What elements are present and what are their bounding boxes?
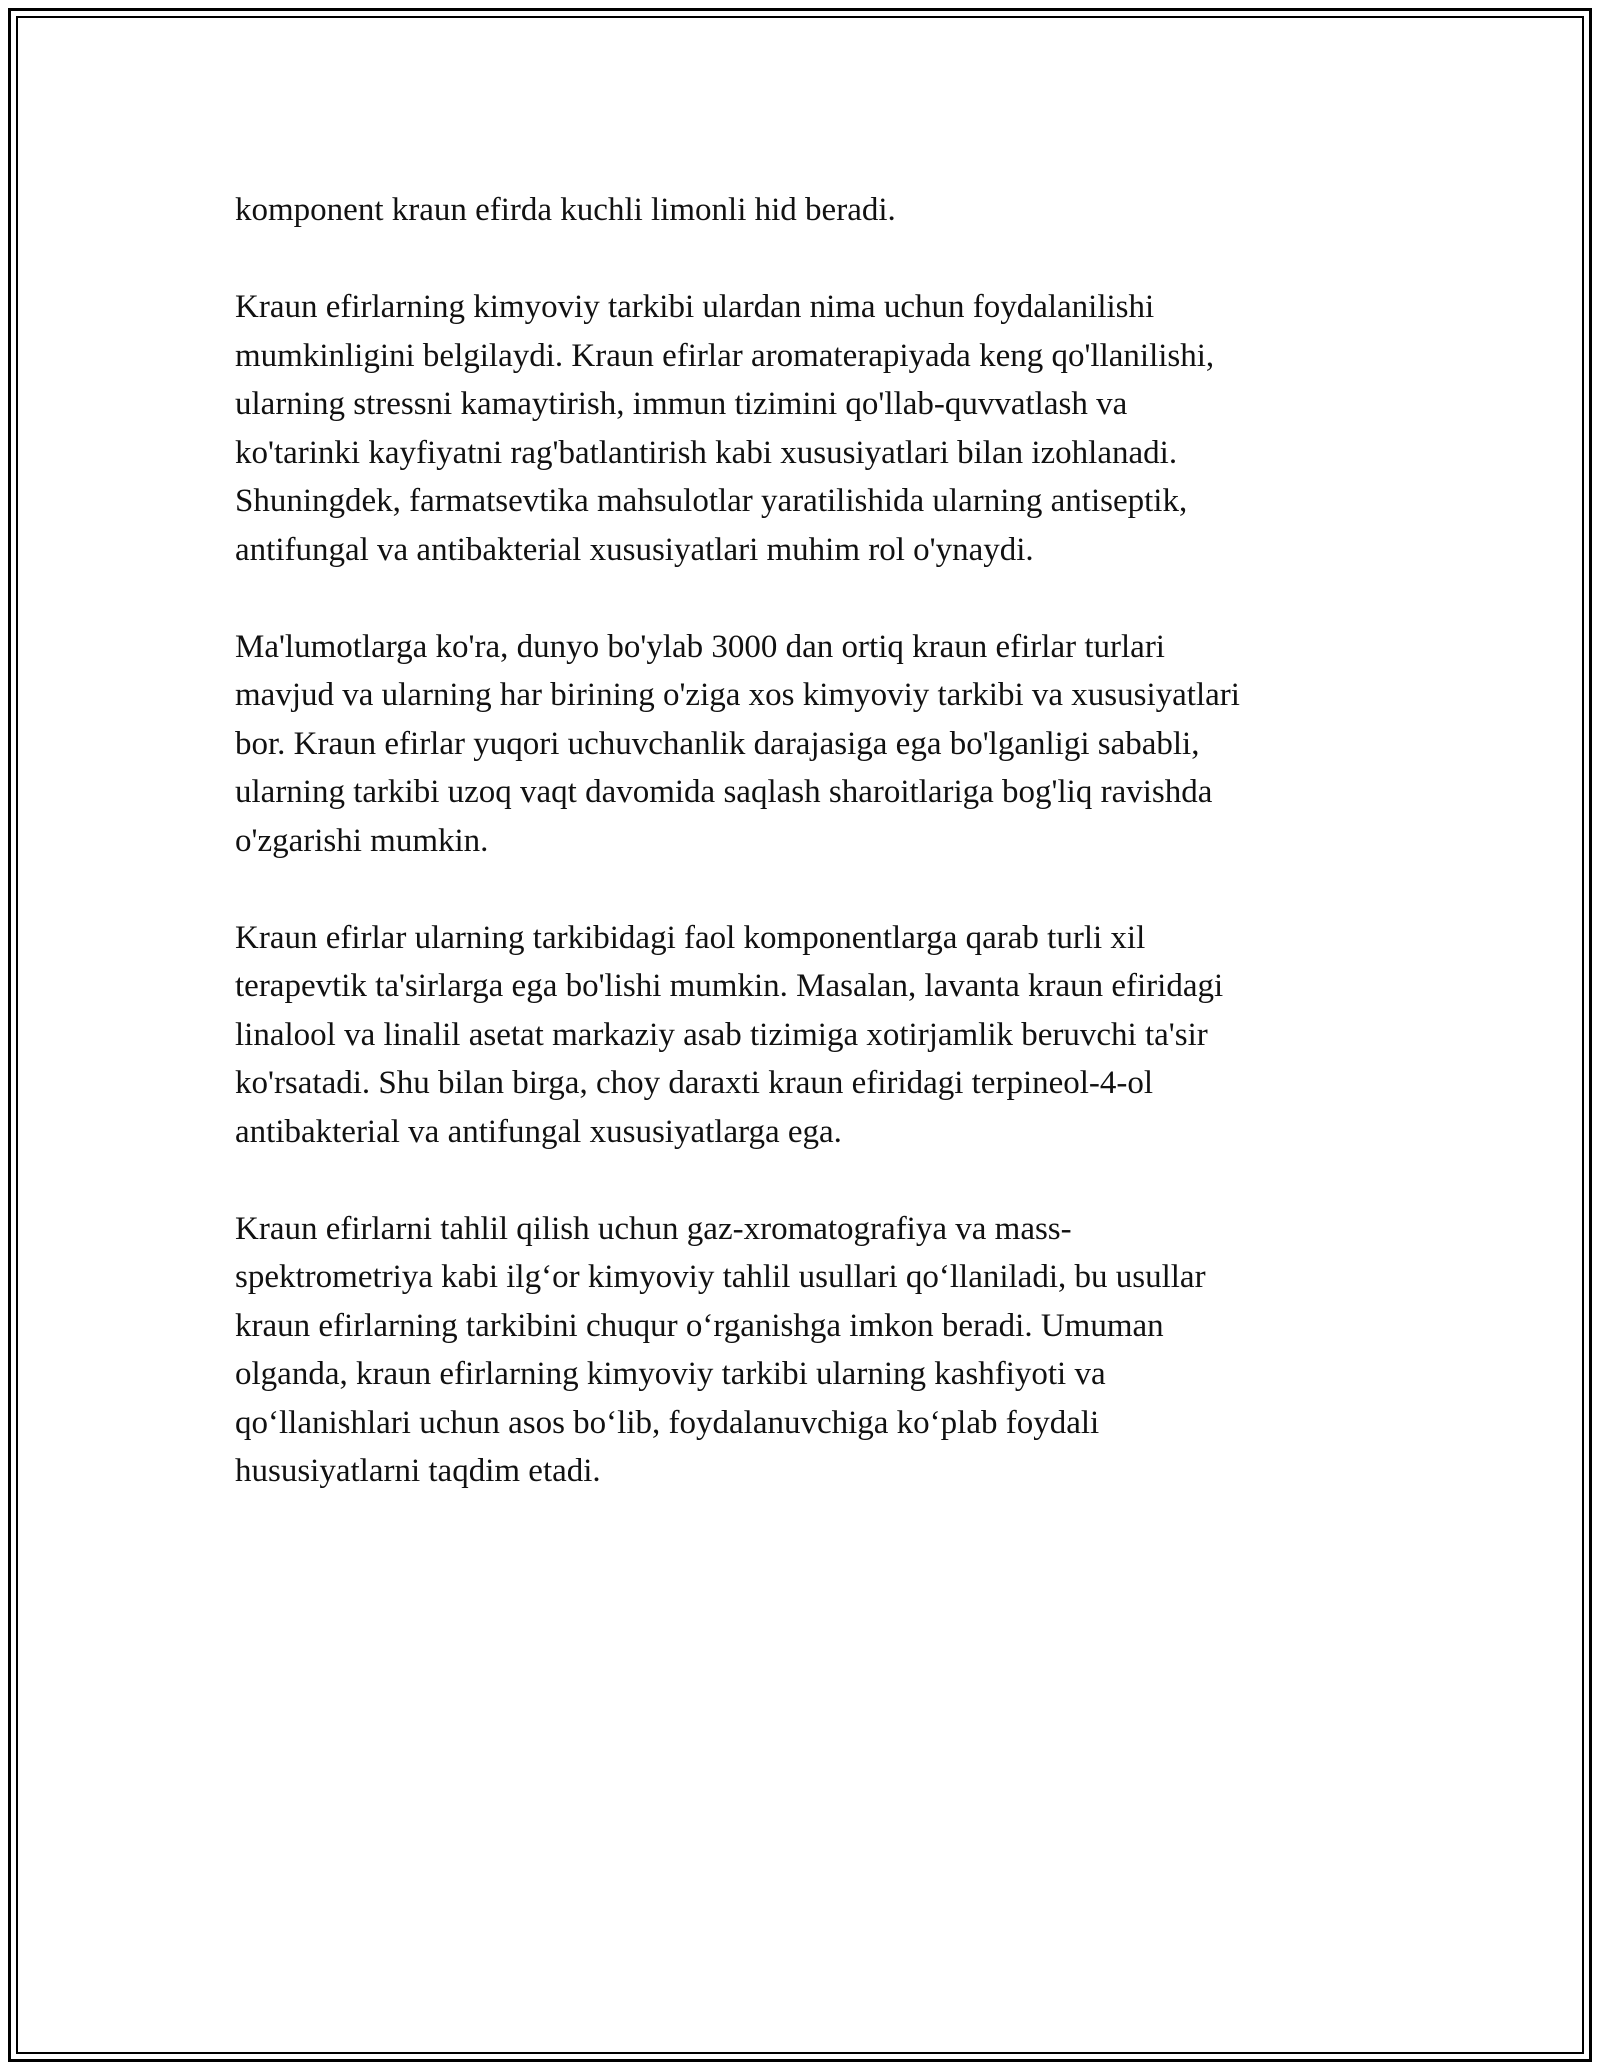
document-body	[235, 186, 1375, 1496]
paragraph: komponent kraun efirda kuchli limonli hid beradi.	[235, 192, 896, 228]
paragraph: Kraun efirlar ularning tarkibidagi faol komponentlarga qarab turli xil terapevtik ta'sirlarga ega bo'lishi mumkin. Masalan, lavanta kraun efiridagi linalool va linalil asetat markaziy asab tizimiga xotirjamlik beruvchi ta'sir ko'rsatadi. Shu bilan birga, choy daraxti kraun efiridagi terpineol-4-ol antibakterial va antifungal xususiyatlarga ega.	[235, 919, 1224, 1150]
paragraph: Kraun efirlarni tahlil qilish uchun gaz-xromatografiya va mass- spektrometriya kabi ilg‘or kimyoviy tahlil usullari qo‘llaniladi, bu usullar kraun efirlarning tarkibini chuqur o‘rganishga imkon beradi. Umuman olganda, kraun efirlarning kimyoviy tarkibi ularning kashfiyoti va qo‘llanishlari uchun asos bo‘lib, foydalanuvchiga ko‘plab foydali hususiyatlarni taqdim etadi.	[235, 1210, 1206, 1489]
paragraph: Ma'lumotlarga ko'ra, dunyo bo'ylab 3000 dan ortiq kraun efirlar turlari mavjud va ularning har birining o'ziga xos kimyoviy tarkibi va xususiyatlari bor. Kraun efirlar yuqori uchuvchanlik darajasiga ega bo'lganligi sababli, ularning tarkibi uzoq vaqt davomida saqlash sharoitlariga bog'liq ravishda o'zgarishi mumkin.	[235, 628, 1240, 859]
paragraph: Kraun efirlarning kimyoviy tarkibi ulardan nima uchun foydalanilishi mumkinligini belgilaydi. Kraun efirlar aromaterapiyada keng qo'llanilishi, ularning stressni kamaytirish, immun tizimini qo'llab-quvvatlash va ko'tarinki kayfiyatni rag'batlantirish kabi xususiyatlari bilan izohlanadi. Shuningdek, farmatsevtika mahsulotlar yaratilishida ularning antiseptik, antifungal va antibakterial xususiyatlari muhim rol o'ynaydi.	[235, 289, 1215, 568]
